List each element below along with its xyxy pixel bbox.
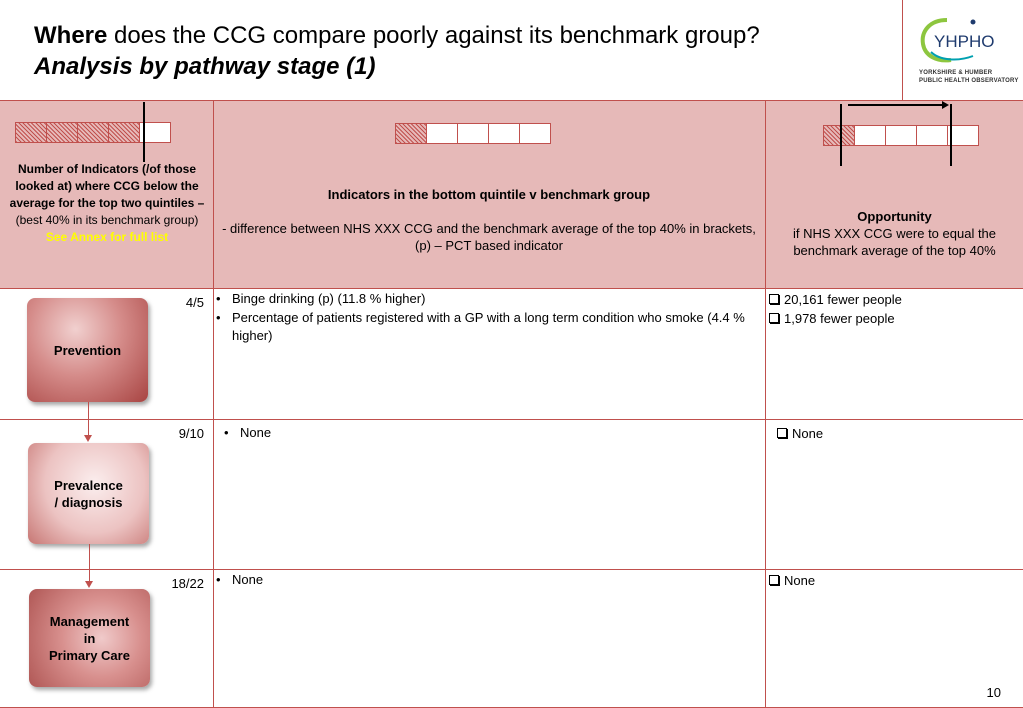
quintile-cell <box>426 123 458 144</box>
stage-label: Prevention <box>53 342 122 358</box>
opportunity-list <box>776 424 1016 443</box>
header-count-normal: (best 40% in its benchmark group) <box>15 213 199 227</box>
annex-link[interactable]: See Annex for full list <box>45 230 169 244</box>
stage-label <box>49 613 130 664</box>
quintile-bar-col1 <box>16 122 171 143</box>
quintile-cell <box>77 122 109 143</box>
flow-connector <box>89 544 90 581</box>
header-opportunity-note: if NHS XXX CCG were to equal the benchmark average of the top 40% <box>792 226 997 258</box>
stage-prevention <box>27 298 148 402</box>
opportunity-list <box>768 290 1018 328</box>
divider <box>0 569 1023 570</box>
indicator-list <box>214 290 764 346</box>
title-bold-word: Where <box>34 22 108 49</box>
arrow-down-icon <box>85 581 93 588</box>
opportunity-item: None <box>768 571 1008 590</box>
slide-title <box>34 20 894 51</box>
quintile-cell <box>15 122 47 143</box>
divider <box>0 419 1023 420</box>
title-rest: does the CCG compare poorly against its benchmark group? <box>107 22 760 49</box>
opportunity-item: 20,161 fewer people <box>768 290 1018 309</box>
logo-swoosh-icon <box>917 14 1009 64</box>
quintile-cell <box>854 125 886 146</box>
divider <box>0 288 1023 289</box>
row-count: 9/10 <box>178 426 204 441</box>
header-indicators-column <box>215 186 763 254</box>
stage-label-line: Management <box>49 613 130 629</box>
pathway-table <box>0 100 1023 708</box>
row-count: 4/5 <box>185 295 204 310</box>
quintile-cell <box>916 125 948 146</box>
header-opportunity-title: Opportunity <box>857 209 932 224</box>
yhpho-logo <box>902 0 1023 101</box>
stage-label-line: Prevalence <box>54 477 123 493</box>
arrow-down-icon <box>84 435 92 442</box>
stage-management <box>29 589 150 687</box>
logo-caption <box>919 69 1019 85</box>
quintile-marker <box>840 104 842 166</box>
quintile-cell <box>519 123 551 144</box>
quintile-cell <box>823 125 855 146</box>
logo-line2: PUBLIC HEALTH OBSERVATORY <box>919 78 1019 84</box>
header-count-bold: Number of Indicators (/of those looked at) where CCG below the average for the top two quintiles – <box>9 162 205 210</box>
arrow-right-icon <box>846 100 950 110</box>
quintile-marker <box>950 104 952 166</box>
stage-label-line: / diagnosis <box>54 494 123 510</box>
divider <box>765 100 766 708</box>
logo-line1: YORKSHIRE & HUMBER <box>919 70 993 76</box>
quintile-cell <box>46 122 78 143</box>
header-count-column <box>2 161 212 246</box>
indicator-item: • None <box>214 571 754 590</box>
indicator-item: • None <box>222 424 762 443</box>
page-number: 10 <box>986 685 1001 700</box>
slide-title-block <box>34 20 894 82</box>
stage-label <box>54 477 123 511</box>
divider <box>213 100 214 708</box>
indicator-list <box>214 571 754 590</box>
header-opportunity-column <box>766 208 1023 259</box>
quintile-cell <box>395 123 427 144</box>
quintile-cell <box>457 123 489 144</box>
indicator-list <box>222 424 762 443</box>
opportunity-item: None <box>776 424 1016 443</box>
quintile-cell <box>885 125 917 146</box>
opportunity-item: 1,978 fewer people <box>768 309 1018 328</box>
opportunity-list <box>768 571 1008 590</box>
logo-name: YHPHO <box>934 32 995 51</box>
quintile-cell <box>488 123 520 144</box>
header-indicators-title: Indicators in the bottom quintile v benchmark group <box>327 187 651 202</box>
indicator-item: • Percentage of patients registered with a GP with a long term condition who smoke (4.4 % higher) <box>214 309 764 346</box>
flow-connector <box>88 402 89 435</box>
stage-label-line: Primary Care <box>49 647 130 663</box>
row-count: 18/22 <box>171 576 204 591</box>
stage-prevalence <box>28 443 149 544</box>
quintile-marker <box>143 102 145 162</box>
quintile-bar-col2 <box>396 123 551 144</box>
header-indicators-note: - difference between NHS XXX CCG and the benchmark average of the top 40% in brackets, (p) – PCT based indicator <box>222 221 756 253</box>
quintile-cell <box>108 122 140 143</box>
slide-subtitle: Analysis by pathway stage (1) <box>34 53 376 80</box>
quintile-bar-col3 <box>824 125 979 146</box>
stage-label-line: in <box>83 630 96 646</box>
indicator-item: • Binge drinking (p) (11.8 % higher) <box>214 290 764 309</box>
